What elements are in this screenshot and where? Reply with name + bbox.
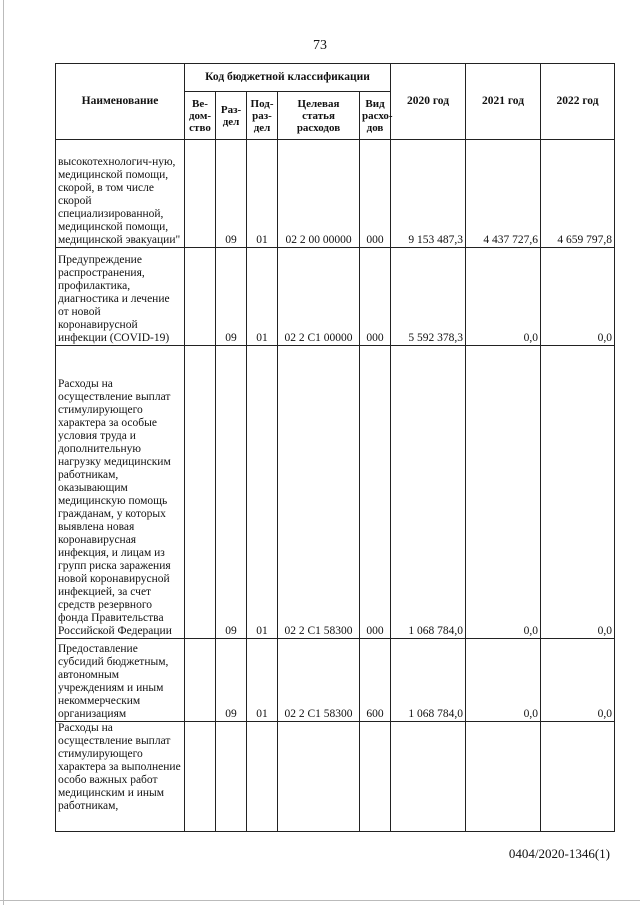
row-vid (360, 722, 391, 832)
row-name: Расходы на осуществление выплат стимулирующего характера за выполнение особо важных работ медицинским и иным работникам, (56, 722, 185, 832)
row-name: Предупреждение распространения, профилактика, диагностика и лечение от новой коронавирусной инфекции (COVID-19) (56, 248, 185, 346)
row-razdel: 09 (216, 346, 247, 639)
row-ved (185, 140, 216, 248)
row-vid: 600 (360, 639, 391, 722)
row-2022: 0,0 (541, 248, 615, 346)
row-2020: 5 592 378,3 (391, 248, 466, 346)
row-celevaya: 02 2 С1 58300 (278, 639, 360, 722)
row-celevaya: 02 2 С1 58300 (278, 346, 360, 639)
row-razdel: 09 (216, 639, 247, 722)
row-2021: 0,0 (466, 639, 541, 722)
row-ved (185, 248, 216, 346)
row-razdel: 09 (216, 140, 247, 248)
scan-bottom-line (0, 900, 640, 901)
budget-table (55, 63, 615, 832)
header-podrazdel: Под-раз-дел (247, 92, 278, 140)
row-ved (185, 639, 216, 722)
row-podrazdel: 01 (247, 639, 278, 722)
row-2021: 0,0 (466, 248, 541, 346)
table-row (56, 639, 615, 722)
row-vid: 000 (360, 140, 391, 248)
row-2021: 4 437 727,6 (466, 140, 541, 248)
header-razdel: Раз-дел (216, 92, 247, 140)
row-ved (185, 346, 216, 639)
document-code: 0404/2020-1346(1) (508, 846, 610, 861)
header-2022: 2022 год (541, 64, 615, 140)
row-celevaya (278, 722, 360, 832)
header-name: Наименование (56, 64, 185, 140)
row-celevaya: 02 2 С1 00000 (278, 248, 360, 346)
row-podrazdel: 01 (247, 248, 278, 346)
header-vid: Вид расхо-дов (360, 92, 391, 140)
header-ved: Ве-дом-ство (185, 92, 216, 140)
row-2020: 1 068 784,0 (391, 639, 466, 722)
header-2020: 2020 год (391, 64, 466, 140)
header-code-group: Код бюджетной классификации (185, 64, 391, 92)
table-row (56, 248, 615, 346)
row-2022: 0,0 (541, 346, 615, 639)
row-2022: 4 659 797,8 (541, 140, 615, 248)
row-vid: 000 (360, 248, 391, 346)
row-podrazdel (247, 722, 278, 832)
row-vid: 000 (360, 346, 391, 639)
header-celevaya: Целевая статья расходов (278, 92, 360, 140)
row-2020 (391, 722, 466, 832)
row-2022: 0,0 (541, 639, 615, 722)
scan-edge-line (3, 0, 4, 905)
header-2021: 2021 год (466, 64, 541, 140)
row-2022 (541, 722, 615, 832)
row-name: высокотехнологич-ную, медицинской помощи, скорой, в том числе скорой специализированной, медицинской помощи, медицинской эвакуации" (56, 140, 185, 248)
row-razdel (216, 722, 247, 832)
row-2020: 9 153 487,3 (391, 140, 466, 248)
table-row (56, 346, 615, 639)
row-name: Предоставление субсидий бюджетным, автономным учреждениям и иным некоммерческим организациям (56, 639, 185, 722)
table-row (56, 722, 615, 832)
row-name: Расходы на осуществление выплат стимулирующего характера за особые условия труда и дополнительную нагрузку медицинским работникам, оказывающим медицинскую помощь гражданам, у которых выявлена новая коронавирусная инфекция, и лицам из групп риска заражения новой коронавирусной инфекцией, за счет средств резервного фонда Правительства Российской Федерации (56, 346, 185, 639)
row-podrazdel: 01 (247, 346, 278, 639)
row-ved (185, 722, 216, 832)
page-number: 73 (313, 38, 327, 53)
table-row (56, 140, 615, 248)
row-celevaya: 02 2 00 00000 (278, 140, 360, 248)
row-2020: 1 068 784,0 (391, 346, 466, 639)
row-2021: 0,0 (466, 346, 541, 639)
row-podrazdel: 01 (247, 140, 278, 248)
row-razdel: 09 (216, 248, 247, 346)
row-2021 (466, 722, 541, 832)
